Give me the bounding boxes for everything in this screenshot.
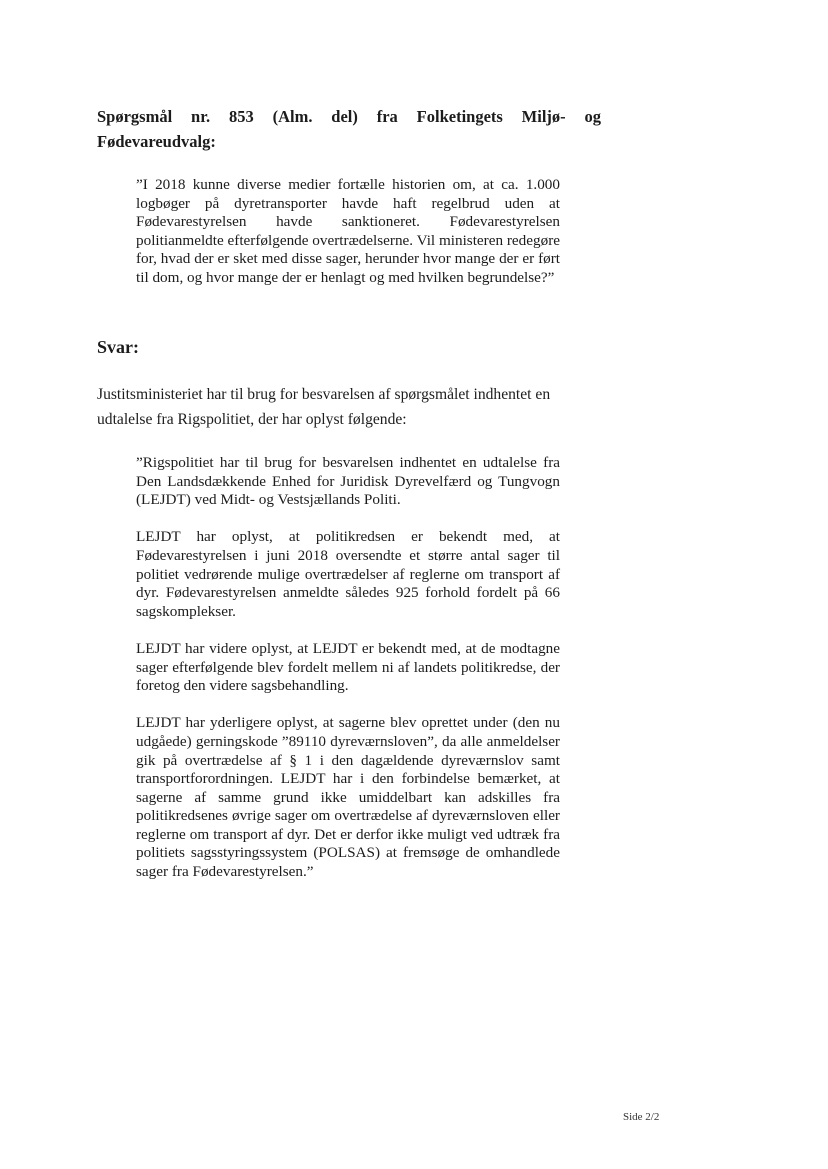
question-title-line2: Fødevareudvalg: [97,132,216,151]
question-quote: ”I 2018 kunne diverse medier fortælle historien om, at ca. 1.000 logbøger på dyretransporter havde haft regelbrud uden at Fødevarestyrelsen havde sanktioneret. Fødevarestyrelsen politianmeldte efterfølgende overtrædelserne. Vil ministeren redegøre for, hvad der er sket med disse sager, herunder hvor mange der er ført til dom, og hvor mange der er henlagt og med hvilken begrundelse?” [136,176,560,286]
answer-paragraph: LEJDT har oplyst, at politikredsen er bekendt med, at Fødevarestyrelsen i juni 2018 oversendte et større antal sager til politiet vedrørende mulige overtrædelser af reglerne om transport af dyr. Fødevarestyrelsen anmeldte således 925 forhold fordelt på 66 sagskomplekser. [136,528,560,620]
answer-paragraph: LEJDT har videre oplyst, at LEJDT er bekendt med, at de modtagne sager efterfølgende blev fordelt mellem ni af landets politikredse, der foretog den videre sagsbehandling. [136,639,560,695]
page-number: Side 2/2 [623,1111,660,1123]
answer-intro: Justitsministeriet har til brug for besvarelsen af spørgsmålet indhentet en udtalelse fra Rigspolitiet, der har oplyst følgende: [97,386,551,428]
answer-paragraph: LEJDT har yderligere oplyst, at sagerne blev oprettet under (den nu udgåede) gerningskode ”89110 dyreværnsloven”, da alle anmeldelser gik på overtrædelse af § 1 i den dagældende dyreværnslov samt transportforordningen. LEJDT har i den forbindelse bemærket, at sagerne af samme grund ikke umiddelbart kan adskilles fra politikredsenes øvrige sager om overtrædelse af dyreværnsloven eller reglerne om transport af dyr. Det er derfor ikke muligt ved udtræk fra politiets sagsstyringssystem (POLSAS) at fremsøge de omhandlede sager fra Fødevarestyrelsen.” [136,714,560,881]
question-title-line1: Spørgsmål nr. 853 (Alm. del) fra Folketingets Miljø- og [97,107,601,126]
answer-quote [136,454,560,900]
answer-heading: Svar: [97,337,139,357]
answer-paragraph: ”Rigspolitiet har til brug for besvarelsen indhentet en udtalelse fra Den Landsdækkende Enhed for Juridisk Dyrevelfærd og Tungvogn (LEJDT) ved Midt- og Vestsjællands Politi. [136,454,560,509]
question-title [97,104,601,154]
